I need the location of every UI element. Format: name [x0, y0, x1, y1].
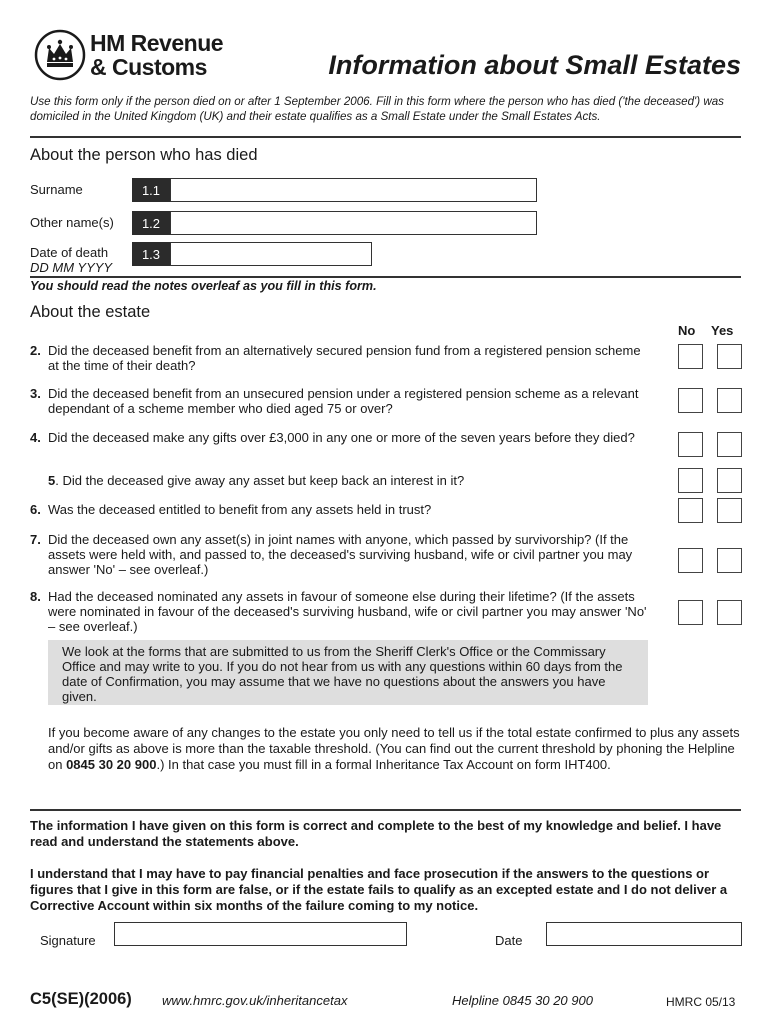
section-heading-person: About the person who has died: [30, 146, 258, 164]
date-format-hint: DD MM YYYY: [30, 260, 113, 275]
question-6-no-checkbox[interactable]: [678, 498, 703, 523]
other-names-label: Other name(s): [30, 215, 114, 230]
question-7-no-checkbox[interactable]: [678, 548, 703, 573]
date-label: Date: [495, 933, 523, 948]
question-5: [30, 473, 655, 488]
section-divider: [30, 136, 741, 138]
field-number-1-2: 1.2: [132, 211, 170, 235]
question-text: Did the deceased benefit from an alternatively secured pension fund from a registered pension scheme at the time of their death?: [48, 343, 641, 373]
logo-line-2: & Customs: [90, 54, 207, 80]
question-text: Did the deceased benefit from an unsecured pension under a registered pension scheme as a relevant dependant of a scheme member who died aged 75 or over?: [48, 386, 639, 416]
question-3: [30, 386, 655, 416]
question-number: 5: [48, 473, 56, 488]
question-2-no-checkbox[interactable]: [678, 344, 703, 369]
changes-text-end: .) In that case you must fill in a formal Inheritance Tax Account on form IHT400.: [156, 757, 611, 772]
question-7-yes-checkbox[interactable]: [717, 548, 742, 573]
date-of-death-label: [30, 245, 112, 275]
signature-label: Signature: [40, 933, 96, 948]
confirmation-info-note: We look at the forms that are submitted to us from the Sheriff Clerk's Office or the Commissary Office and may write to you. If you do not hear from us with any questions within 60 days from the date of Confirmation, you may assume that we have no questions about the answers you have given.: [48, 640, 648, 705]
question-text: Did the deceased make any gifts over £3,000 in any one or more of the seven years before they died?: [48, 430, 635, 445]
question-8-no-checkbox[interactable]: [678, 600, 703, 625]
question-2-yes-checkbox[interactable]: [717, 344, 742, 369]
question-number: 4.: [30, 430, 41, 445]
logo-wordmark: [90, 31, 223, 79]
page-title: Information about Small Estates: [328, 50, 741, 80]
question-4-yes-checkbox[interactable]: [717, 432, 742, 457]
field-number-1-1: 1.1: [132, 178, 170, 202]
declaration-statement-2: I understand that I may have to pay financial penalties and face prosecution if the answers to the questions or figures that I give in this form are false, or if the estate fails to qualify as an excepted estate and I do not deliver a Corrective Account within six months of the failure coming to my notice.: [30, 866, 728, 913]
question-3-no-checkbox[interactable]: [678, 388, 703, 413]
intro-text: Use this form only if the person died on or after 1 September 2006. Fill in this form where the person who has died ('the deceased') was domiciled in the United Kingdom (UK) and their estate qualifies as a Small Estate under the Small Estates Acts.: [30, 95, 724, 123]
question-8: [30, 589, 655, 634]
question-4: [30, 430, 655, 445]
question-text: Did the deceased own any asset(s) in joint names with anyone, which passed by survivorship? (If the assets were held with, and passed to, the deceased's surviving husband, wife or civil partner you may answer 'No' – see overleaf.): [48, 532, 633, 577]
question-number: 8.: [30, 589, 41, 604]
declaration-statement-1: The information I have given on this form is correct and complete to the best of my knowledge and belief. I have read and understand the statements above.: [30, 818, 722, 849]
date-of-death-label-text: Date of death: [30, 245, 109, 260]
column-header-no: No: [678, 323, 696, 338]
question-3-yes-checkbox[interactable]: [717, 388, 742, 413]
website-link[interactable]: www.hmrc.gov.uk/inheritancetax: [162, 993, 348, 1008]
question-5-no-checkbox[interactable]: [678, 468, 703, 493]
question-5-yes-checkbox[interactable]: [717, 468, 742, 493]
column-header-yes: Yes: [711, 323, 734, 338]
question-6: [30, 502, 655, 517]
section-divider: [30, 809, 741, 811]
surname-input[interactable]: [170, 178, 537, 202]
crown-crest-icon: [34, 29, 86, 81]
question-text: . Did the deceased give away any asset but keep back an interest in it?: [55, 473, 465, 488]
section-divider: [30, 276, 741, 278]
question-number: 6.: [30, 502, 41, 517]
question-2: [30, 343, 655, 373]
hmrc-logo: [34, 29, 244, 85]
date-of-death-input[interactable]: [170, 242, 372, 266]
read-notes-instruction: You should read the notes overleaf as you fill in this form.: [30, 279, 377, 293]
question-number: 2.: [30, 343, 41, 358]
helpline-number: 0845 30 20 900: [66, 757, 157, 772]
estate-changes-paragraph: [48, 725, 748, 773]
logo-line-1: HM Revenue: [90, 30, 224, 56]
field-number-1-3: 1.3: [132, 242, 170, 266]
question-8-yes-checkbox[interactable]: [717, 600, 742, 625]
question-6-yes-checkbox[interactable]: [717, 498, 742, 523]
question-number: 7.: [30, 532, 41, 547]
other-names-input[interactable]: [170, 211, 537, 235]
question-4-no-checkbox[interactable]: [678, 432, 703, 457]
signature-field[interactable]: [114, 922, 407, 946]
question-text: Was the deceased entitled to benefit from any assets held in trust?: [48, 502, 432, 517]
helpline-text: Helpline 0845 30 20 900: [452, 993, 593, 1008]
question-number: 3.: [30, 386, 41, 401]
date-field[interactable]: [546, 922, 742, 946]
surname-label: Surname: [30, 182, 83, 197]
form-code: C5(SE)(2006): [30, 990, 132, 1008]
section-heading-estate: About the estate: [30, 303, 151, 321]
question-7: [30, 532, 655, 577]
question-text: Had the deceased nominated any assets in favour of someone else during their lifetime? (If the assets were nominated in favour of the deceased's surviving husband, wife or civil partner you may answer 'No' – see overleaf.): [48, 589, 647, 634]
changes-text-start: If you become aware of any changes to the estate you only need to tell us if the total estate confirmed to plus any assets and/or gifts as above is more than the taxable threshold. (You can find out the current threshold by phoning the Helpline on: [48, 725, 740, 772]
form-version: HMRC 05/13: [666, 995, 736, 1009]
